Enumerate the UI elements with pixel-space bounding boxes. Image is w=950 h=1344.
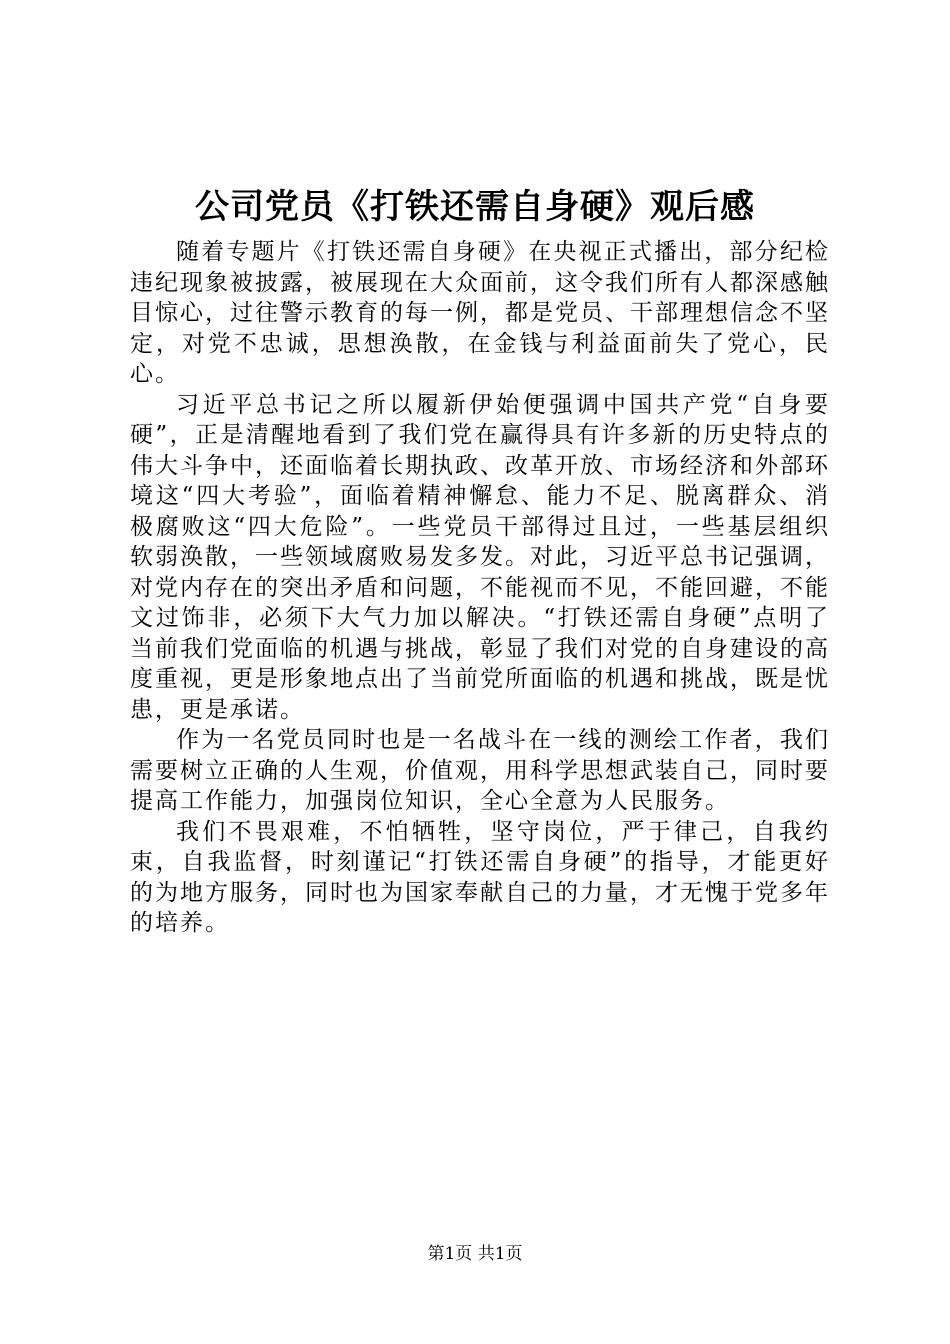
paragraph: 随着专题片《打铁还需自身硬》在央视正式播出，部分纪检违纪现象被披露，被展现在大众面前，这令我们所有人都深感触目惊心，过往警示教育的每一例，都是党员、干部理想信念不坚定，对党不忠诚，思想涣散，在金钱与利益面前失了党心，民心。 — [130, 239, 830, 387]
paragraph: 习近平总书记之所以履新伊始便强调中国共产党“自身要硬”，正是清醒地看到了我们党在赢得具有许多新的历史特点的伟大斗争中，还面临着长期执政、改革开放、市场经济和外部环境这“四大考验”，面临着精神懈怠、能力不足、脱离群众、消极腐败这“四大危险”。一些党员干部得过且过，一些基层组织软弱涣散，一些领域腐败易发多发。对此，习近平总书记强调，对党内存在的突出矛盾和问题，不能视而不见，不能回避，不能文过饰非，必须下大气力加以解决。“打铁还需自身硬”点明了当前我们党面临的机遇与挑战，彰显了我们对党的自身建设的高度重视，更是形象地点出了当前党所面临的机遇和挑战，既是忧患，更是承诺。 — [130, 391, 830, 723]
document-body — [130, 237, 830, 939]
paragraph: 作为一名党员同时也是一名战斗在一线的测绘工作者，我们需要树立正确的人生观，价值观，用科学思想武装自己，同时要提高工作能力，加强岗位知识，全心全意为人民服务。 — [130, 727, 830, 814]
page-footer: 第1页 共1页 — [427, 1244, 523, 1264]
document-title: 公司党员《打铁还需自身硬》观后感 — [195, 187, 755, 227]
paragraph: 我们不畏艰难，不怕牺牲，坚守岗位，严于律己，自我约束，自我监督，时刻谨记“打铁还需自身硬”的指导，才能更好的为地方服务，同时也为国家奉献自己的力量，才无愧于党多年的培养。 — [130, 818, 830, 936]
